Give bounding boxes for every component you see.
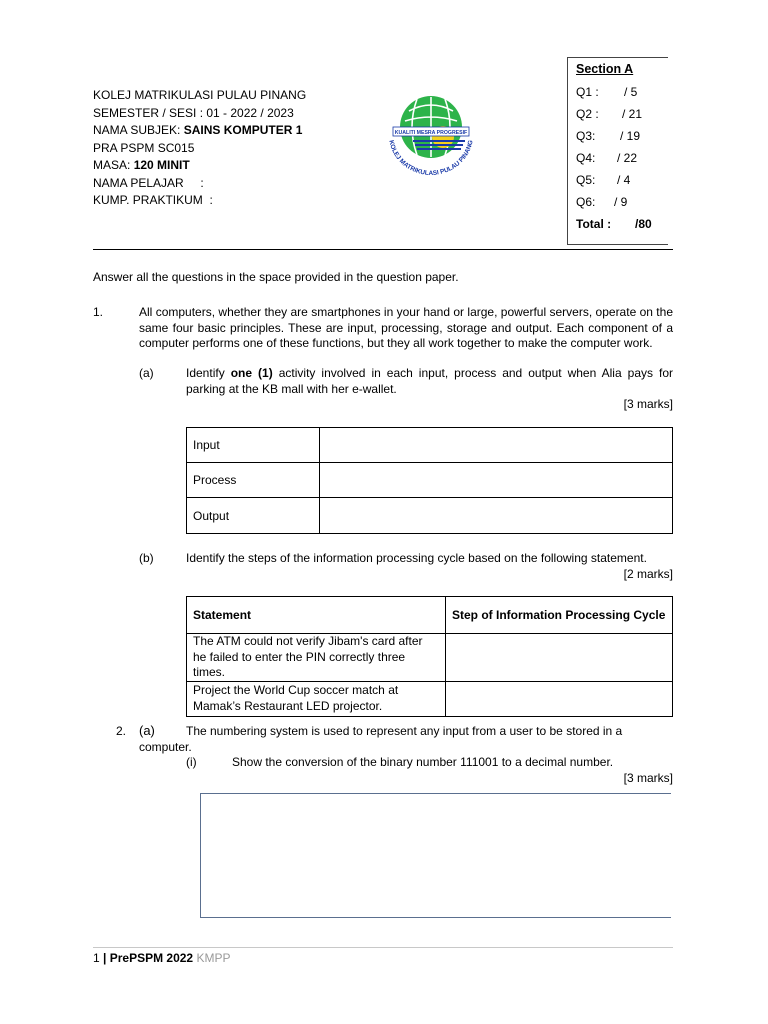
q1a-text: Identify one (1) activity involved in each input, process and output when Alia pays for parking at the KB mall with her e-wallet.	[186, 366, 673, 396]
q1a-row-label: Output	[187, 498, 320, 534]
exam-line: PRA PSPM SC015	[93, 140, 195, 155]
q1b-table	[186, 596, 673, 717]
score-title: Section A	[576, 62, 634, 76]
subject-value: SAINS KOMPUTER 1	[183, 123, 303, 137]
logo-motto: KUALITI MESRA PROGRESIF	[394, 130, 468, 136]
q2-number: 2.	[116, 724, 127, 738]
subject-line	[93, 122, 302, 140]
q1b-statement-1: The ATM could not verify Jibam's card after he failed to enter the PIN correctly three times.	[187, 634, 446, 682]
footer-org: KMPP	[193, 951, 231, 965]
q1a-answer-process[interactable]	[320, 463, 673, 498]
q1b-text: Identify the steps of the information processing cycle based on the following statement.	[186, 551, 647, 565]
practical-group-field: KUMP. PRAKTIKUM :	[93, 193, 213, 207]
subject-label: NAMA SUBJEK:	[93, 123, 184, 137]
q1b-answer-1[interactable]	[446, 634, 673, 682]
q2i-text: Show the conversion of the binary number 111001 to a decimal number.	[232, 755, 614, 769]
q2a-label: (a)	[139, 723, 155, 738]
q1a-label: (a)	[139, 366, 154, 380]
table-row	[187, 681, 673, 716]
q1a-row-label: Process	[187, 463, 320, 498]
table-row	[187, 463, 673, 498]
q2i-marks: [3 marks]	[623, 771, 673, 785]
q1-number: 1.	[93, 305, 104, 319]
instructions: Answer all the questions in the space provided in the question paper.	[93, 270, 459, 284]
q1-text: All computers, whether they are smartphones in your hand or large, powerful servers, operate on the same four basic principles. These are input, processing, storage and output. Each component of a computer performs one of these functions, but they all work together to make the computer work.	[139, 305, 673, 350]
page-number: 1	[93, 951, 100, 965]
q2a-text-cont: computer.	[139, 740, 192, 754]
q1a-answer-output[interactable]	[320, 498, 673, 534]
table-row	[187, 428, 673, 463]
table-row	[187, 634, 673, 682]
table-row	[187, 498, 673, 534]
student-name-field: NAMA PELAJAR :	[93, 175, 204, 190]
q2i-answer-box[interactable]	[200, 793, 671, 918]
q1b-header-statement: Statement	[187, 597, 446, 634]
duration-value: 120 MINIT	[133, 158, 190, 172]
duration-label: MASA:	[93, 158, 134, 172]
q2i-label: (i)	[186, 755, 197, 769]
logo-arc-text: KOLEJ MATRIKULASI PULAU PINANG	[387, 139, 475, 177]
duration-line	[93, 157, 190, 175]
footer-title: PrePSPM 2022	[109, 951, 194, 965]
header-divider	[93, 249, 673, 250]
college-logo	[383, 93, 479, 177]
q1a-marks: [3 marks]	[623, 397, 673, 411]
q1b-label: (b)	[139, 551, 154, 565]
q1b-header-step: Step of Information Processing Cycle	[446, 597, 673, 634]
college-name: KOLEJ MATRIKULASI PULAU PINANG	[93, 88, 307, 102]
semester-line: SEMESTER / SESI : 01 - 2022 / 2023	[93, 105, 294, 120]
q1b-statement-2: Project the World Cup soccer match at Mamak’s Restaurant LED projector.	[187, 681, 446, 716]
q1a-answer-input[interactable]	[320, 428, 673, 463]
footer: 1 | PrePSPM 2022 KMPP	[93, 951, 231, 965]
q1a-row-label: Input	[187, 428, 320, 463]
q1b-answer-2[interactable]	[446, 681, 673, 716]
q2a-text: The numbering system is used to represent any input from a user to be stored in a	[186, 724, 623, 738]
q1a-table	[186, 427, 673, 534]
table-row	[187, 597, 673, 634]
footer-divider	[93, 947, 673, 948]
q1b-marks: [2 marks]	[623, 567, 673, 581]
